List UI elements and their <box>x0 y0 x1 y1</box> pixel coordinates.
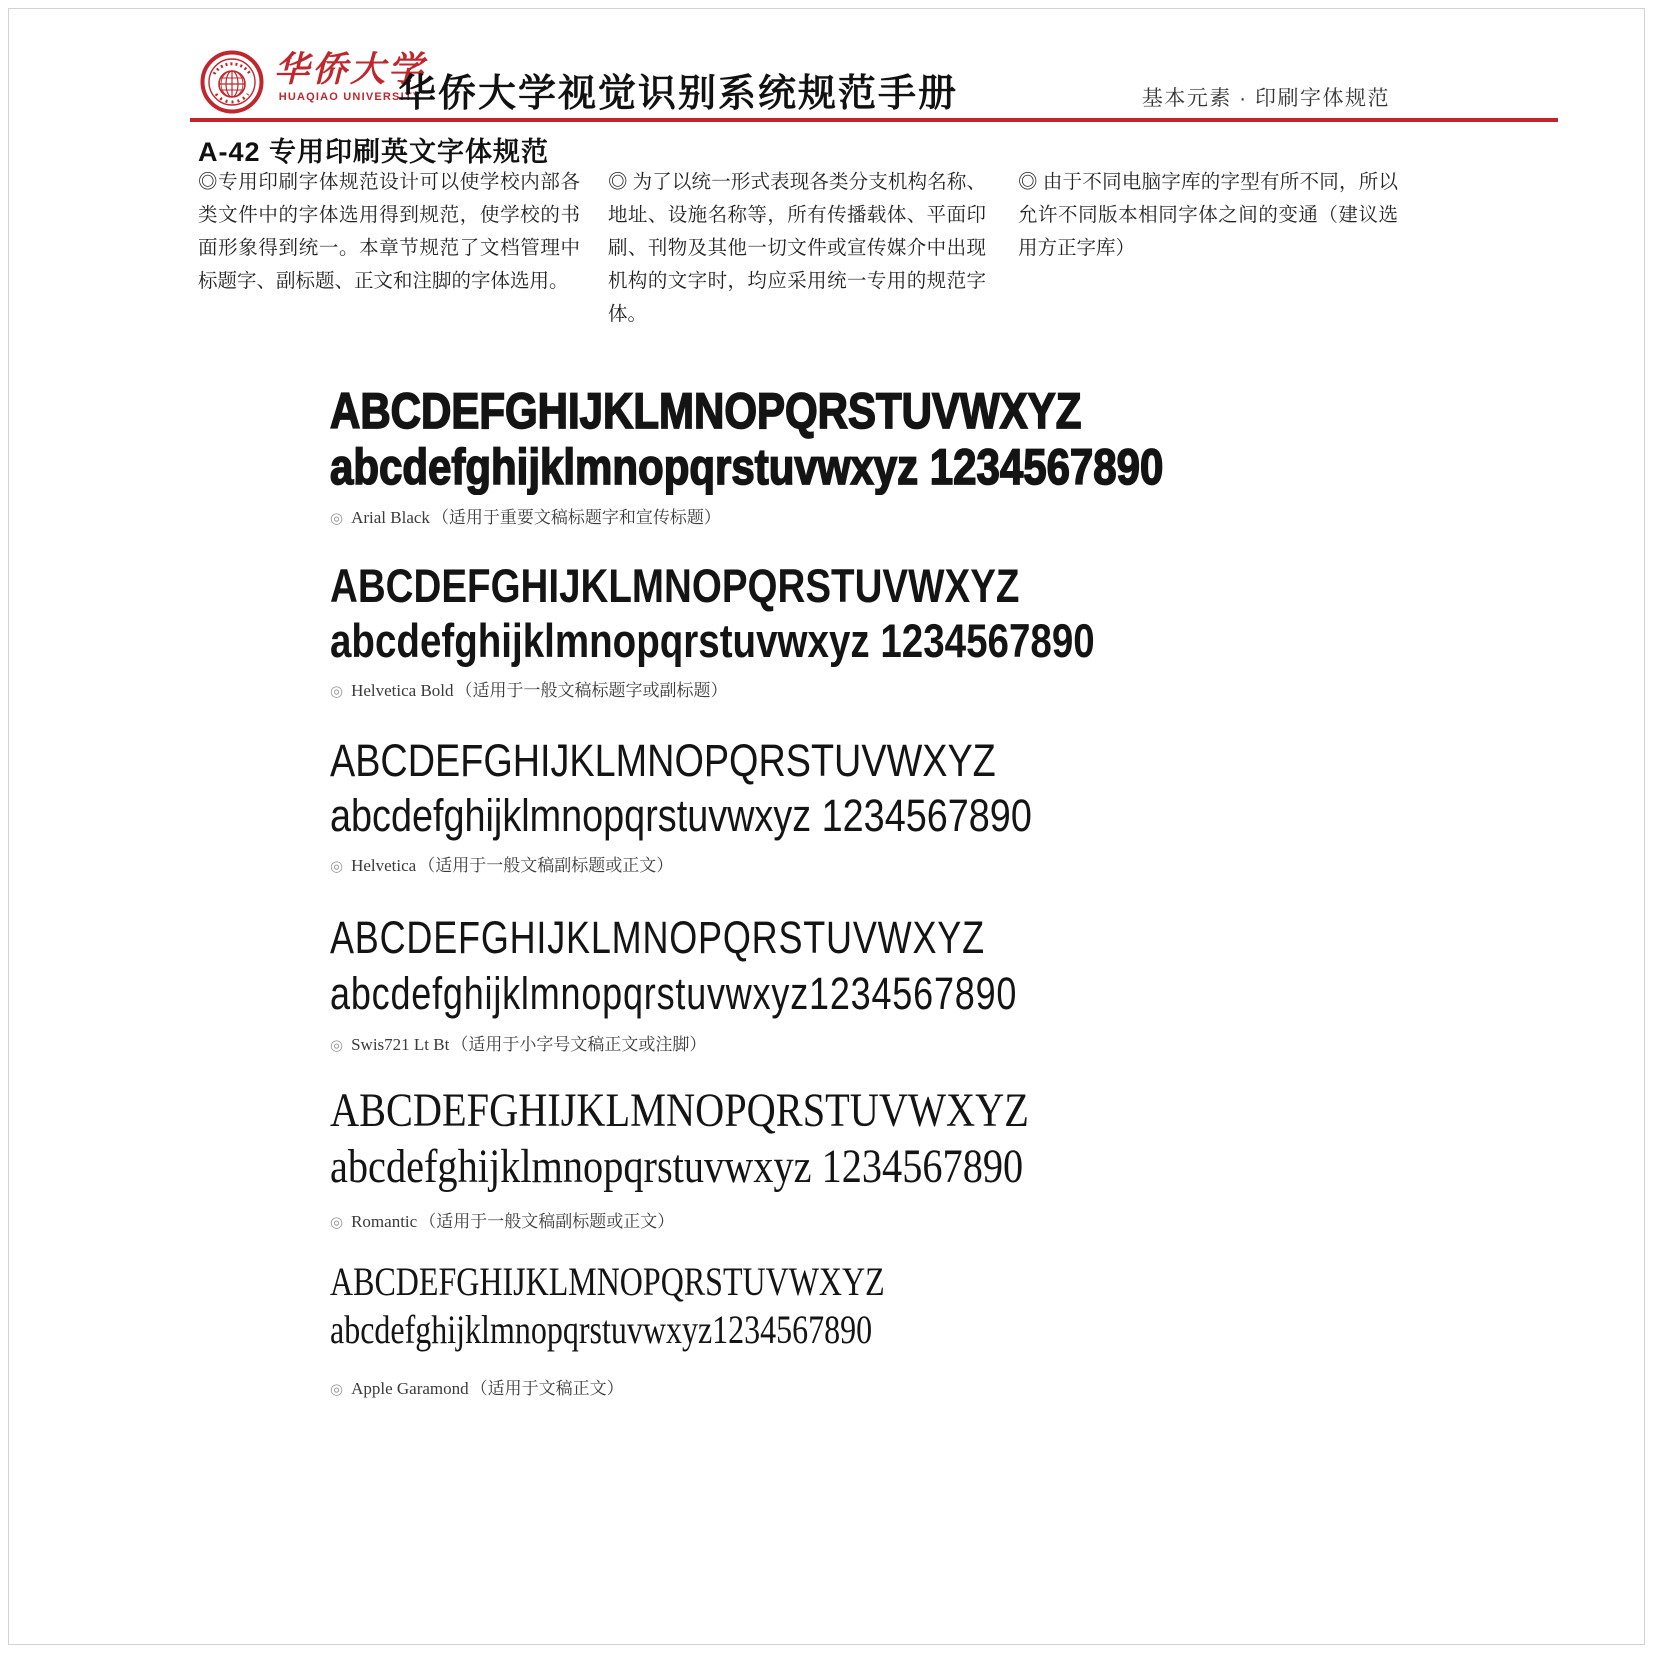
font-name: Apple Garamond <box>351 1379 469 1398</box>
specimen-lowercase: abcdefghijklmnopqrstuvwxyz1234567890 <box>330 1307 873 1352</box>
specimen-caption <box>330 1374 1023 1399</box>
font-usage: （适用于一般文稿副标题或正文） <box>418 856 674 875</box>
specimen-uppercase: ABCDEFGHIJKLMNOPQRSTUVWXYZ <box>330 912 985 963</box>
manual-title: 华侨大学视觉识别系统规范手册 <box>398 73 959 115</box>
specimen-uppercase: ABCDEFGHIJKLMNOPQRSTUVWXYZ <box>330 1259 885 1304</box>
intro-paragraph-3: ◎ 由于不同电脑字库的字型有所不同，所以允许不同版本相同字体之间的变通（建议选用方正字库） <box>1018 172 1398 259</box>
specimen-uppercase: ABCDEFGHIJKLMNOPQRSTUVWXYZ <box>330 735 996 786</box>
specimen-uppercase: ABCDEFGHIJKLMNOPQRSTUVWXYZ <box>330 1084 1029 1137</box>
specimen-lowercase: abcdefghijklmnopqrstuvwxyz 1234567890 <box>330 790 1032 841</box>
chapter-label: 基本元素 · 印刷字体规范 <box>1141 87 1390 110</box>
font-specimen-helvetica <box>330 733 1166 876</box>
font-name: Romantic <box>351 1212 418 1231</box>
specimen-caption <box>330 676 1263 701</box>
specimen-lines <box>330 383 1163 495</box>
specimen-lowercase: abcdefghijklmnopqrstuvwxyz 1234567890 <box>330 1140 1024 1193</box>
logo-english-name: HUAQIAO UNIVERSITY <box>278 91 422 103</box>
header-divider <box>190 118 1558 122</box>
specimen-uppercase: ABCDEFGHIJKLMNOPQRSTUVWXYZ <box>330 559 1020 612</box>
font-name: Arial Black <box>351 508 430 527</box>
double-circle-icon: ◎ <box>330 511 344 527</box>
font-specimen-romantic <box>330 1083 1162 1232</box>
specimen-lowercase: abcdefghijklmnopqrstuvwxyz 1234567890 <box>330 614 1095 667</box>
specimen-caption <box>330 503 1322 528</box>
font-name: Swis721 Lt Bt <box>351 1035 450 1054</box>
intro-paragraph-2: ◎ 为了以统一形式表现各类分支机构名称、地址、设施名称等，所有传播载体、平面印刷、刊物及其他一切文件或宣传媒介中出现机构的文字时，均应采用统一专用的规范字体。 <box>608 172 986 325</box>
font-name: Helvetica Bold <box>351 681 454 700</box>
font-specimen-arial-black <box>330 383 1322 528</box>
font-specimen-apple-garamond <box>330 1258 1023 1399</box>
university-logo <box>200 50 426 114</box>
intro-paragraph-1: ◎专用印刷字体规范设计可以使学校内部各类文件中的字体选用得到规范，使学校的书面形象得到统一。本章节规范了文档管理中标题字、副标题、正文和注脚的字体选用。 <box>198 172 580 292</box>
font-usage: （适用于重要文稿标题字和宣传标题） <box>431 508 721 527</box>
font-usage: （适用于文稿正文） <box>470 1379 624 1398</box>
font-specimen-swis721 <box>330 910 1189 1055</box>
specimen-lines <box>330 1083 1029 1195</box>
specimen-caption <box>330 851 1166 876</box>
specimen-lines <box>330 733 1032 843</box>
specimen-caption <box>330 1207 1162 1232</box>
double-circle-icon: ◎ <box>330 1382 344 1398</box>
university-seal-icon <box>200 50 264 114</box>
double-circle-icon: ◎ <box>330 684 344 700</box>
specimen-lowercase: abcdefghijklmnopqrstuvwxyz1234567890 <box>330 968 1018 1019</box>
specimen-lines <box>330 1258 885 1354</box>
font-usage: （适用于一般文稿副标题或正文） <box>419 1212 675 1231</box>
double-circle-icon: ◎ <box>330 1038 344 1054</box>
double-circle-icon: ◎ <box>330 859 344 875</box>
section-title: A-42 专用印刷英文字体规范 <box>198 137 550 167</box>
specimen-uppercase: ABCDEFGHIJKLMNOPQRSTUVWXYZ <box>330 383 1082 439</box>
font-specimen-helvetica-bold <box>330 558 1263 701</box>
font-usage: （适用于一般文稿标题字或副标题） <box>455 681 728 700</box>
specimen-caption <box>330 1030 1189 1055</box>
specimen-lowercase: abcdefghijklmnopqrstuvwxyz 1234567890 <box>330 439 1164 495</box>
specimen-lines <box>330 910 1017 1022</box>
specimen-lines <box>330 558 1095 668</box>
font-name: Helvetica <box>351 856 417 875</box>
logo-chinese-name: 华侨大学 <box>274 50 427 89</box>
double-circle-icon: ◎ <box>330 1215 344 1231</box>
font-usage: （适用于小字号文稿正文或注脚） <box>451 1035 707 1054</box>
